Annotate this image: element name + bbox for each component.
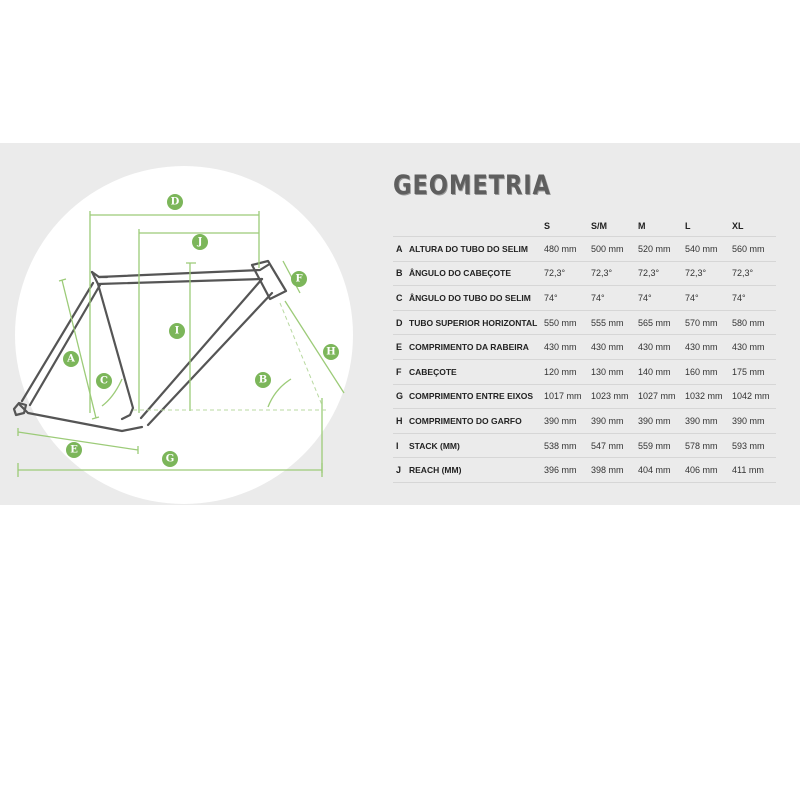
row-value: 175 mm	[729, 359, 776, 384]
row-value: 390 mm	[729, 409, 776, 434]
row-value: 74°	[588, 286, 635, 311]
label-j: J	[197, 236, 203, 248]
row-value: 538 mm	[541, 433, 588, 458]
header-letter	[393, 216, 406, 237]
row-value: 540 mm	[682, 237, 729, 262]
row-value: 578 mm	[682, 433, 729, 458]
row-value: 430 mm	[682, 335, 729, 360]
geometry-table	[393, 216, 776, 483]
row-letter: D	[393, 310, 406, 335]
row-measure-name: ÂNGULO DO CABEÇOTE	[406, 261, 541, 286]
label-b: B	[258, 374, 268, 386]
geometry-title: GEOMETRIA	[393, 170, 551, 201]
seat-stay	[22, 283, 93, 401]
row-letter: C	[393, 286, 406, 311]
label-h: H	[326, 346, 336, 358]
row-letter: F	[393, 359, 406, 384]
down-tube	[141, 279, 262, 418]
row-letter: J	[393, 458, 406, 483]
table-row	[393, 359, 776, 384]
row-value: 430 mm	[541, 335, 588, 360]
label-d: D	[170, 196, 180, 208]
row-value: 570 mm	[682, 310, 729, 335]
header-size-sm: S/M	[591, 221, 608, 231]
seat-tube	[92, 272, 133, 419]
row-value: 547 mm	[588, 433, 635, 458]
row-value: 406 mm	[682, 458, 729, 483]
row-value: 550 mm	[541, 310, 588, 335]
row-value: 72,3°	[635, 261, 682, 286]
row-value: 500 mm	[588, 237, 635, 262]
row-letter: H	[393, 409, 406, 434]
geometry-table-body	[393, 237, 776, 483]
table-row	[393, 335, 776, 360]
row-value: 555 mm	[588, 310, 635, 335]
header-size-s: S	[544, 221, 551, 231]
row-value: 72,3°	[588, 261, 635, 286]
table-row	[393, 384, 776, 409]
row-value: 390 mm	[541, 409, 588, 434]
header-size-l: L	[685, 221, 691, 231]
row-value: 130 mm	[588, 359, 635, 384]
header-size-m: M	[638, 221, 646, 231]
row-value: 72,3°	[729, 261, 776, 286]
row-value: 593 mm	[729, 433, 776, 458]
top-tube	[92, 265, 268, 277]
row-value: 74°	[635, 286, 682, 311]
label-i: I	[174, 325, 180, 337]
row-value: 120 mm	[541, 359, 588, 384]
row-value: 390 mm	[588, 409, 635, 434]
row-measure-name: CABEÇOTE	[406, 359, 541, 384]
row-letter: I	[393, 433, 406, 458]
row-value: 398 mm	[588, 458, 635, 483]
row-value: 140 mm	[635, 359, 682, 384]
table-row	[393, 458, 776, 483]
table-row	[393, 286, 776, 311]
row-value: 565 mm	[635, 310, 682, 335]
frame-geometry-diagram	[0, 143, 380, 505]
row-value: 1032 mm	[682, 384, 729, 409]
bike-frame	[14, 261, 286, 431]
row-value: 404 mm	[635, 458, 682, 483]
row-value: 72,3°	[541, 261, 588, 286]
row-measure-name: COMPRIMENTO ENTRE EIXOS	[406, 384, 541, 409]
row-value: 430 mm	[588, 335, 635, 360]
row-value: 72,3°	[682, 261, 729, 286]
label-a: A	[67, 353, 75, 365]
row-value: 560 mm	[729, 237, 776, 262]
row-letter: A	[393, 237, 406, 262]
row-value: 559 mm	[635, 433, 682, 458]
row-value: 160 mm	[682, 359, 729, 384]
row-measure-name: COMPRIMENTO DA RABEIRA	[406, 335, 541, 360]
row-letter: B	[393, 261, 406, 286]
row-value: 396 mm	[541, 458, 588, 483]
table-row	[393, 310, 776, 335]
row-value: 1023 mm	[588, 384, 635, 409]
dimension-lines	[18, 211, 344, 477]
row-measure-name: ALTURA DO TUBO DO SELIM	[406, 237, 541, 262]
table-row	[393, 433, 776, 458]
label-f: F	[295, 273, 303, 285]
label-g: G	[165, 453, 175, 465]
row-value: 74°	[682, 286, 729, 311]
row-measure-name: TUBO SUPERIOR HORIZONTAL	[406, 310, 541, 335]
table-row	[393, 409, 776, 434]
header-size-xl: XL	[732, 221, 744, 231]
row-value: 1017 mm	[541, 384, 588, 409]
row-measure-name: STACK (MM)	[406, 433, 541, 458]
row-value: 430 mm	[729, 335, 776, 360]
row-measure-name: REACH (MM)	[406, 458, 541, 483]
row-value: 411 mm	[729, 458, 776, 483]
row-value: 74°	[541, 286, 588, 311]
row-value: 74°	[729, 286, 776, 311]
label-e: E	[70, 444, 78, 456]
row-value: 390 mm	[635, 409, 682, 434]
table-header-row	[393, 216, 776, 237]
table-row	[393, 237, 776, 262]
row-value: 520 mm	[635, 237, 682, 262]
label-badges	[63, 194, 339, 467]
label-letters	[66, 197, 336, 465]
table-row	[393, 261, 776, 286]
row-value: 580 mm	[729, 310, 776, 335]
row-value: 1042 mm	[729, 384, 776, 409]
label-c: C	[100, 375, 108, 387]
row-value: 390 mm	[682, 409, 729, 434]
row-value: 430 mm	[635, 335, 682, 360]
row-measure-name: ÂNGULO DO TUBO DO SELIM	[406, 286, 541, 311]
row-value: 1027 mm	[635, 384, 682, 409]
row-letter: G	[393, 384, 406, 409]
header-measure	[406, 216, 541, 237]
row-measure-name: COMPRIMENTO DO GARFO	[406, 409, 541, 434]
row-value: 480 mm	[541, 237, 588, 262]
row-letter: E	[393, 335, 406, 360]
